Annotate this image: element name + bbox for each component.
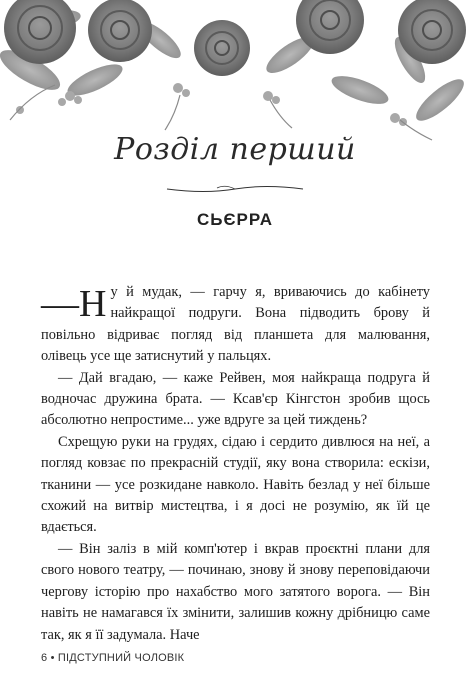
drop-cap: —Н	[41, 283, 107, 325]
paragraph: — Він заліз в мій комп'ютер і вкрав проєктні плани для свого нового театру, — починаю, знову й знову переповідаючи чергову історію про нахабство мого затятого ворога. — Він навіть не намагався їх змінити, залишив кожну дрібницю саме так, як я її задумала. Наче	[41, 540, 430, 643]
ornamental-divider	[165, 182, 305, 196]
paragraph: — Дай вгадаю, — каже Рейвен, моя найкраща подруга й водночас дружина брата. — Ксав'єр Кінгстон зробив щось абсолютно непростиме... уже вдруге за цей тиждень?	[41, 369, 430, 429]
chapter-subtitle: СЬЄРРА	[196, 210, 274, 229]
chapter-title: Розділ перший	[114, 132, 356, 167]
paragraph: —Н у й мудак, — гарчу я, вриваючись до кабінету найкращої подруги. Вона підводить брову й повільно відриває погляд від планшета для малювання, олівець усе ще затиснутий у пальцях.	[41, 283, 430, 365]
paragraph: Схрещую руки на грудях, сідаю і сердито дивлюся на неї, а погляд ковзає по прекрасній студії, яку вона створила: ескізи, тканини — усе розкидане навколо. Навіть безлад у неї більше схожий на витвір мистецтва, і я досі не розумію, як їй це вдається.	[41, 433, 430, 536]
floral-header-illustration	[0, 0, 470, 150]
footer-separator: •	[50, 652, 55, 664]
chapter-body-text	[41, 282, 430, 646]
running-title: ПІДСТУПНИЙ ЧОЛОВІК	[57, 652, 185, 664]
page-footer	[41, 652, 184, 664]
page-number: 6	[41, 652, 48, 664]
